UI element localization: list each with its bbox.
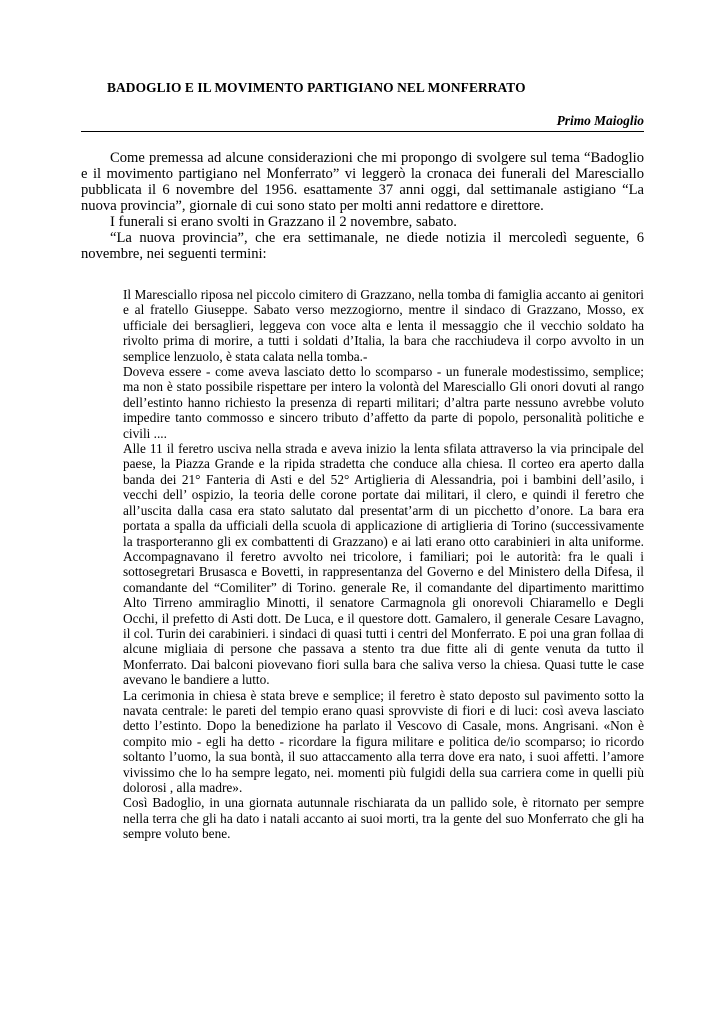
quote-paragraph: Alle 11 il feretro usciva nella strada e aveva inizio la lenta sfilata attraverso la via principale del paese, la Piazza Grande e la ripida stradetta che conduce alla chiesa. Il corteo era aperto dalla banda dei 21° Fanteria di Asti e del 52° Artiglieria di Alessandria, poi i bambini dell’asilo, i vecchi dell’ ospizio, la teoria delle corone portate dai militari, il clero, e quindi il feretro che all’uscita dalla casa era stato salutato dal presentat’arm di un picchetto d’onore. La bara era portata a spalla da ufficiali della scuola di applicazione di artiglieria di Torino (successivamente la trasporteranno gli ex combattenti di Grazzano) e ai lati erano otto carabinieri in alta uniforme. Accompagnavano il feretro avvolto nei tricolore, i familiari; poi le autorità: fra le quali i sottosegretari Brusasca e Bovetti, in rappresentanza del Governo e del Ministero della Difesa, il comandante del “Comiliter” di Torino. generale Re, il comandante del dipartimento marittimo Alto Tirreno ammiraglio Minotti, il senatore Carmagnola gli onorevoli Chiaramello e Degli Occhi, il prefetto di Asti dott. De Luca, e il questore dott. Gamalero, il generale Cesare Lavagno, il col. Turin dei carabinieri. i sindaci di quasi tutti i centri del Monferrato. E poi una gran follaa di alcune migliaia di persone che passava a stento tra due fitte ali di gente venuta da tutto il Monferrato. Dai balconi piovevano fiori sulla bara che saliva verso la chiesa. Quasi tutte le case avevano le bandiere a lutto. (123, 441, 644, 688)
quoted-article (123, 287, 644, 842)
quote-paragraph: Così Badoglio, in una giornata autunnale rischiarata da un pallido sole, è ritornato per sempre nella terra che gli ha dato i natali accanto ai suoi morti, tra la gente del suo Monferrato che gli ha sempre voluto bene. (123, 795, 644, 842)
quote-paragraph: Doveva essere - come aveva lasciato detto lo scomparso - un funerale modestissimo, semplice; ma non è stato possibile rispettare per intero la volontà del Maresciallo Gli onori dovuti al rango dell’estinto hanno richiesto la presenza di reparti militari; d’altra parte nessuno avrebbe voluto impedire tanto commosso e sincero tributo d’affetto da parte di popolo, personalità politiche e civili .... (123, 364, 644, 441)
intro-section (81, 150, 644, 262)
quote-paragraph: Il Maresciallo riposa nel piccolo cimitero di Grazzano, nella tomba di famiglia accanto ai genitori e al fratello Giuseppe. Sabato verso mezzogiorno, mentre il sindaco di Grazzano, Mosso, ex ufficiale dei bersaglieri, leggeva con voce alta e lenta il messaggio che il vecchio soldato ha rivolto prima di morire, a tutti i soldati d’Italia, la bara che racchiudeva il corpo avvolto in un semplice lenzuolo, è stata calata nella tomba.- (123, 287, 644, 364)
author-name: Primo Maioglio (556, 113, 644, 128)
intro-paragraph: Come premessa ad alcune considerazioni che mi propongo di svolgere sul tema “Badoglio e il movimento partigiano nel Monferrato” vi leggerò la cronaca dei funerali del Maresciallo pubblicata il 6 novembre del 1956. esattamente 37 anni oggi, dal settimanale astigiano “La nuova provincia”, giornale di cui sono stato per molti anni redattore e direttore. (81, 150, 644, 214)
quote-paragraph: La cerimonia in chiesa è stata breve e semplice; il feretro è stato deposto sul pavimento sotto la navata centrale: le pareti del tempio erano quasi sprovviste di fiori e di luci: così aveva lasciato detto l’estinto. Dopo la benedizione ha parlato il Vescovo di Casale, mons. Angrisani. «Non è compito mio - egli ha detto - ricordare la figura militare e politica de/io scomparso; io ricordo soltanto l’uomo, la sua bontà, il suo attaccamento alla terra dove era nato, i suoi affetti. l’amore vivissimo che lo ha sempre legato, nei. momenti più fulgidi della sua carriera come in quelli più dolorosi , alla madre». (123, 687, 644, 795)
document-title: BADOGLIO E IL MOVIMENTO PARTIGIANO NEL MONFERRATO (107, 80, 526, 95)
intro-paragraph: “La nuova provincia”, che era settimanale, ne diede notizia il mercoledì seguente, 6 novembre, nei seguenti termini: (81, 230, 644, 262)
title-divider (81, 131, 644, 132)
intro-paragraph: I funerali si erano svolti in Grazzano il 2 novembre, sabato. (110, 214, 457, 230)
